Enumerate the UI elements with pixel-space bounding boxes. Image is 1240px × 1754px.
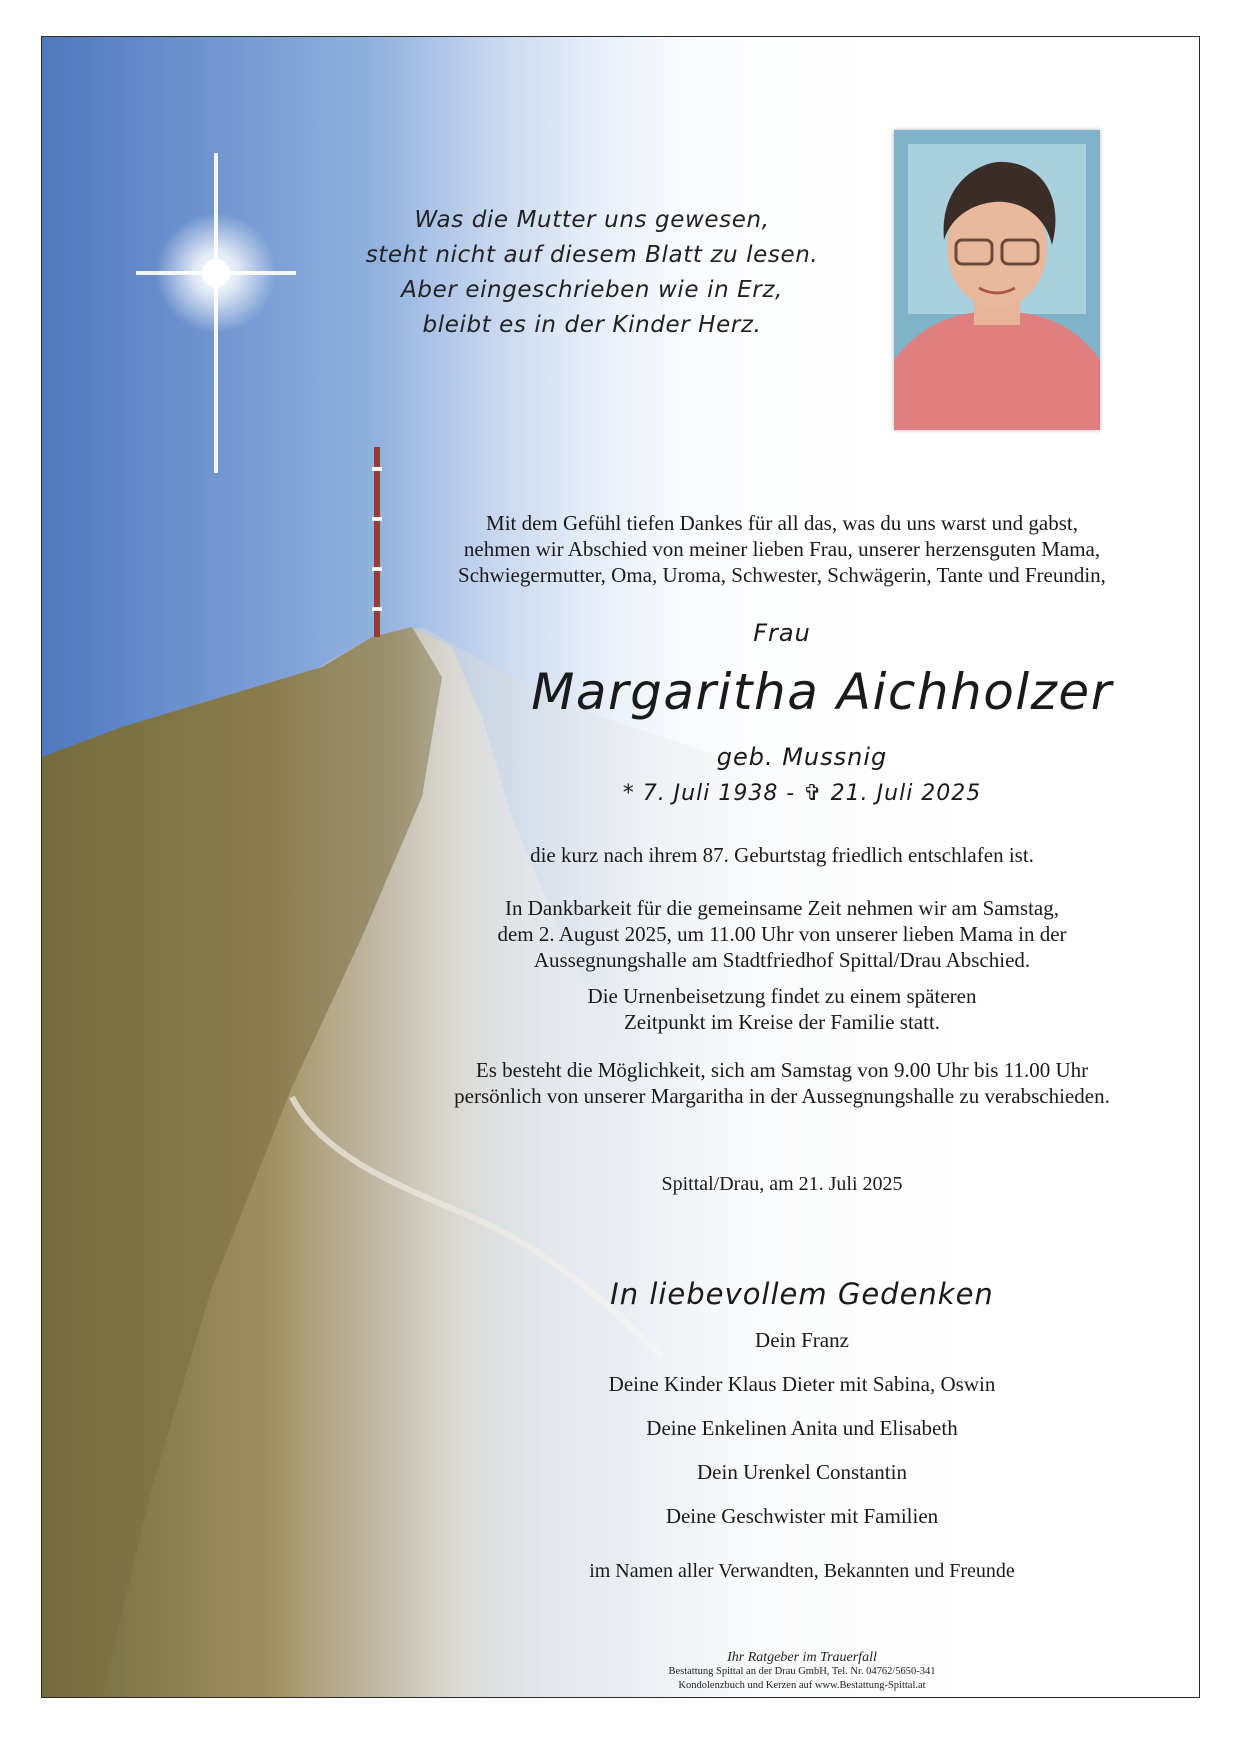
footer-company: Bestattung Spittal an der Drau GmbH, Tel. Nr. 04762/5650-341 xyxy=(668,1666,936,1677)
mourner-line: Dein Franz xyxy=(755,1328,849,1352)
passed-text: die kurz nach ihrem 87. Geburtstag friedlich entschlafen ist. xyxy=(530,843,1034,867)
portrait-photo xyxy=(894,130,1100,430)
viewing-line: Es besteht die Möglichkeit, sich am Samstag von 9.00 Uhr bis 11.00 Uhr xyxy=(475,1058,1089,1082)
intro-line: nehmen wir Abschied von meiner lieben Frau, unserer herzensguten Mama, xyxy=(463,537,1101,561)
mourner-line: Deine Geschwister mit Familien xyxy=(665,1504,939,1528)
verse-line: bleibt es in der Kinder Herz. xyxy=(422,312,762,338)
salutation: Frau xyxy=(753,619,811,647)
birth-name: geb. Mussnig xyxy=(716,743,888,771)
mourner-line: Dein Urenkel Constantin xyxy=(697,1460,907,1484)
urn-line: Zeitpunkt im Kreise der Familie statt. xyxy=(623,1010,941,1034)
verse-line: steht nicht auf diesem Blatt zu lesen. xyxy=(365,242,819,268)
viewing-text xyxy=(382,1057,1182,1109)
farewell-line: Aussegnungshalle am Stadtfriedhof Spittal/Drau Abschied. xyxy=(533,948,1031,972)
footer-slogan: Ihr Ratgeber im Trauerfall xyxy=(727,1650,877,1665)
farewell-line: dem 2. August 2025, um 11.00 Uhr von unserer lieben Mama in der xyxy=(497,922,1067,946)
viewing-line: persönlich von unserer Margaritha in der Aussegnungshalle zu verabschieden. xyxy=(454,1084,1110,1108)
life-dates: * 7. Juli 1938 - ✞ 21. Juli 2025 xyxy=(622,781,982,806)
place-date: Spittal/Drau, am 21. Juli 2025 xyxy=(661,1173,903,1195)
intro-line: Mit dem Gefühl tiefen Dankes für all das, was du uns warst und gabst, xyxy=(486,511,1078,535)
intro-text xyxy=(402,510,1162,588)
remembrance-heading: In liebevollem Gedenken xyxy=(610,1277,994,1311)
intro-line: Schwiegermutter, Oma, Uroma, Schwester, Schwägerin, Tante und Freundin, xyxy=(458,563,1106,587)
urn-text xyxy=(402,983,1162,1035)
farewell-text xyxy=(402,895,1162,973)
urn-line: Die Urnenbeisetzung findet zu einem späteren xyxy=(587,984,977,1008)
verse-line: Was die Mutter uns gewesen, xyxy=(414,207,770,233)
farewell-line: In Dankbarkeit für die gemeinsame Zeit nehmen wir am Samstag, xyxy=(505,896,1059,920)
star-icon xyxy=(136,153,296,473)
closing-line: im Namen aller Verwandten, Bekannten und Freunde xyxy=(589,1560,1015,1582)
deceased-name: Margaritha Aichholzer xyxy=(531,663,1113,721)
mourner-line: Deine Enkelinen Anita und Elisabeth xyxy=(646,1416,958,1440)
memorial-verse xyxy=(332,203,852,343)
obituary-sheet xyxy=(41,36,1200,1698)
funeral-home-footer xyxy=(582,1651,1022,1693)
footer-online: Kondolenzbuch und Kerzen auf www.Bestattung-Spittal.at xyxy=(678,1680,926,1691)
verse-line: Aber eingeschrieben wie in Erz, xyxy=(401,277,783,303)
mourner-line: Deine Kinder Klaus Dieter mit Sabina, Oswin xyxy=(608,1372,996,1396)
